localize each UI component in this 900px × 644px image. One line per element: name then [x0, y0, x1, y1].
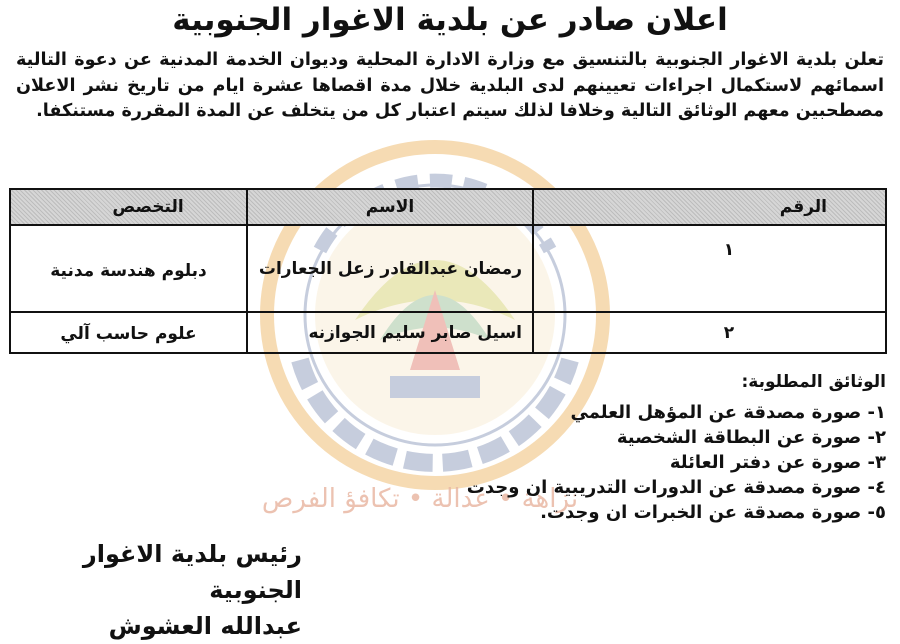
header-name: الاسم [247, 189, 533, 225]
required-documents [467, 372, 886, 525]
documents-list [467, 400, 886, 525]
header-number: الرقم [533, 189, 886, 225]
row-name: رمضان عبدالقادر زعل الجعارات [247, 225, 533, 312]
candidates-table [9, 188, 887, 354]
list-item: ٣- صورة عن دفتر العائلة [669, 452, 886, 473]
announcement-title: اعلان صادر عن بلدية الاغوار الجنوبية [172, 2, 728, 38]
watermark-caption: نزاهة • عدالة • تكافؤ الفرص [261, 484, 579, 514]
list-item: ١- صورة مصدقة عن المؤهل العلمي [570, 402, 886, 423]
row-specialty: دبلوم هندسة مدنية [10, 225, 247, 312]
row-number: ١ [533, 225, 886, 312]
list-item: ٢- صورة عن البطاقة الشخصية [616, 427, 886, 448]
table-header-row [10, 189, 886, 225]
table-row [10, 225, 886, 312]
row-specialty: علوم حاسب آلي [10, 312, 247, 353]
list-item: ٤- صورة مصدقة عن الدورات التدريبية ان وجدت [466, 477, 886, 498]
signature-title: رئيس بلدية الاغوار الجنوبية [82, 540, 302, 604]
row-name: اسيل صابر سليم الجوازنه [247, 312, 533, 353]
header-specialty: التخصص [10, 189, 247, 225]
table-row [10, 312, 886, 353]
signature-block [22, 536, 302, 644]
signature-name: عبدالله العشوش [108, 612, 302, 640]
announcement-intro: تعلن بلدية الاغوار الجنوبية بالتنسيق مع وزارة الادارة المحلية وديوان الخدمة المدنية عن دعوة التالية اسمائهم لاستكمال اجراءات تعيينهم لدى البلدية خلال مدة اقصاها عشرة ايام من تاريخ نشر الاعلان مصطحبين معهم الوثائق التالية وخلافا لذلك سيتم اعتبار كل من يتخلف عن المدة المقررة مستنكفا. [16, 50, 884, 121]
row-number: ٢ [533, 312, 886, 353]
list-item: ٥- صورة مصدقة عن الخبرات ان وجدت. [540, 502, 886, 523]
documents-heading: الوثائق المطلوبة: [741, 372, 886, 392]
